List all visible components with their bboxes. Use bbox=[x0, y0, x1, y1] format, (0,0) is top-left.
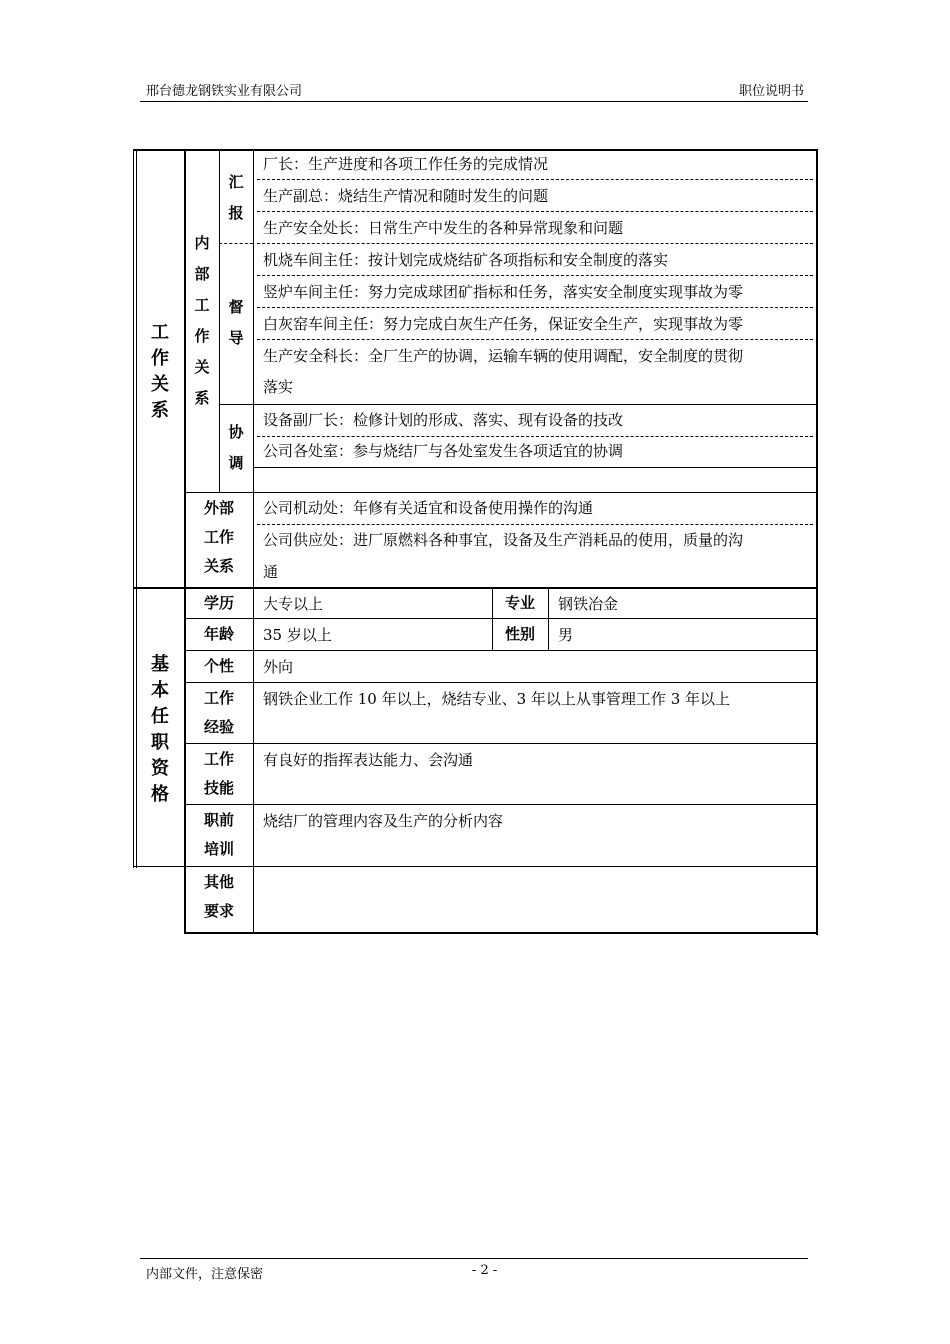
heading-char: 格 bbox=[151, 784, 169, 805]
heading-char: 基 bbox=[151, 654, 169, 675]
supervise-item: 竖炉车间主任：努力完成球团矿指标和任务，落实安全制度实现事故为零 bbox=[263, 283, 744, 301]
heading-char: 汇 bbox=[228, 173, 244, 191]
heading-char: 工 bbox=[151, 322, 169, 343]
education-label: 学历 bbox=[203, 594, 234, 612]
heading-char: 资 bbox=[151, 758, 169, 779]
training-value: 烧结厂的管理内容及生产的分析内容 bbox=[263, 812, 504, 830]
coordinate-item: 设备副厂长：检修计划的形成、落实、现有设备的技改 bbox=[263, 411, 624, 429]
header-divider bbox=[140, 101, 808, 102]
heading-char: 职 bbox=[151, 732, 169, 753]
company-name: 邢台德龙钢铁实业有限公司 bbox=[146, 84, 303, 99]
external-item: 公司机动处：年修有关适宜和设备使用操作的沟通 bbox=[263, 499, 594, 517]
heading-char: 督 bbox=[228, 298, 244, 316]
heading-char: 任 bbox=[151, 706, 169, 727]
heading-char: 关 bbox=[194, 358, 210, 376]
training-label: 职前 培训 bbox=[203, 811, 234, 858]
education-value: 大专以上 bbox=[263, 595, 324, 613]
report-item: 生产安全处长：日常生产中发生的各种异常现象和问题 bbox=[263, 219, 624, 237]
heading-char: 工 bbox=[194, 296, 210, 314]
heading-char: 系 bbox=[194, 389, 210, 407]
experience-value: 钢铁企业工作 10 年以上，烧结专业、3 年以上从事管理工作 3 年以上 bbox=[263, 690, 731, 708]
internal-relations-heading bbox=[188, 228, 216, 414]
major-label: 专业 bbox=[504, 594, 535, 612]
external-item: 通 bbox=[263, 563, 279, 581]
heading-char: 调 bbox=[228, 454, 244, 472]
external-relations-label: 外部 工作 关系 bbox=[203, 499, 234, 575]
document-title: 职位说明书 bbox=[738, 84, 804, 99]
coordinate-item: 公司各处室：参与烧结厂与各处室发生各项适宜的协调 bbox=[263, 442, 624, 460]
report-item: 厂长：生产进度和各项工作任务的完成情况 bbox=[263, 155, 549, 173]
heading-char: 系 bbox=[151, 400, 169, 421]
personality-value: 外向 bbox=[263, 658, 294, 676]
heading-char: 协 bbox=[228, 423, 244, 441]
gender-value: 男 bbox=[558, 626, 574, 644]
page-number: - 2 - bbox=[472, 1263, 498, 1278]
heading-char: 关 bbox=[151, 374, 169, 395]
major-value: 钢铁冶金 bbox=[558, 595, 619, 613]
coordinate-label bbox=[222, 417, 250, 479]
heading-char: 本 bbox=[151, 680, 169, 701]
skills-value: 有良好的指挥表达能力、会沟通 bbox=[263, 751, 474, 769]
heading-char: 作 bbox=[151, 348, 169, 369]
heading-char: 内 bbox=[194, 234, 210, 252]
supervise-item: 机烧车间主任：按计划完成烧结矿各项指标和安全制度的落实 bbox=[263, 251, 669, 269]
external-item: 公司供应处：进厂原燃料各种事宜，设备及生产消耗品的使用，质量的沟 bbox=[263, 531, 744, 549]
confidential-notice: 内部文件，注意保密 bbox=[146, 1267, 264, 1282]
skills-label: 工作 技能 bbox=[203, 750, 234, 797]
personality-label: 个性 bbox=[203, 657, 234, 675]
heading-char: 报 bbox=[228, 204, 244, 222]
heading-char: 导 bbox=[228, 329, 244, 347]
heading-char: 作 bbox=[194, 327, 210, 345]
supervise-item: 白灰窑车间主任：努力完成白灰生产任务，保证安全生产，实现事故为零 bbox=[263, 315, 744, 333]
report-label bbox=[222, 167, 250, 229]
heading-char: 部 bbox=[194, 265, 210, 283]
other-requirements-label: 其他 要求 bbox=[203, 873, 234, 920]
experience-label: 工作 经验 bbox=[203, 689, 234, 736]
footer-divider bbox=[140, 1258, 808, 1259]
supervise-label bbox=[222, 292, 250, 354]
supervise-item: 生产安全科长：全厂生产的协调，运输车辆的使用调配，安全制度的贯彻 bbox=[263, 347, 744, 365]
supervise-item: 落实 bbox=[263, 378, 294, 396]
qualifications-heading bbox=[140, 652, 180, 808]
age-label: 年龄 bbox=[203, 625, 234, 643]
gender-label: 性别 bbox=[504, 625, 535, 643]
work-relations-heading bbox=[140, 320, 180, 424]
report-item: 生产副总：烧结生产情况和随时发生的问题 bbox=[263, 187, 549, 205]
age-value: 35 岁以上 bbox=[263, 626, 332, 644]
